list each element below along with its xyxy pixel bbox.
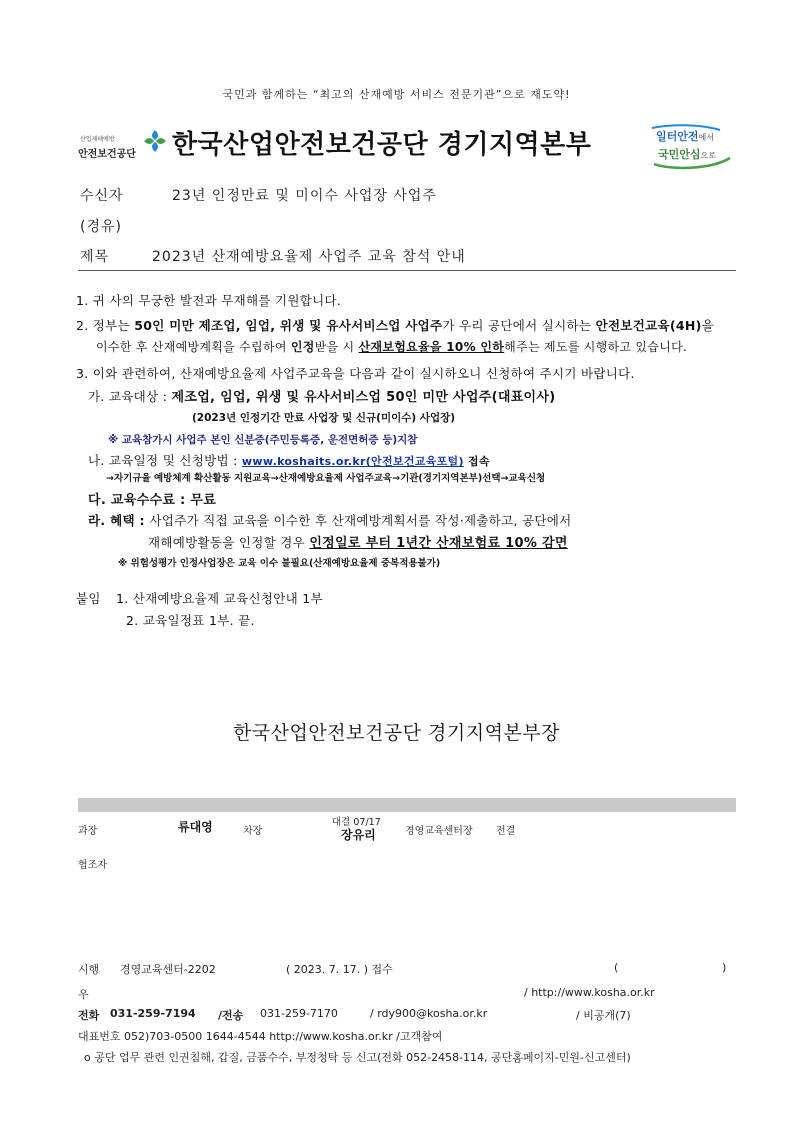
na-suffix: 접속: [463, 455, 490, 468]
cooperator-label: 협조자: [78, 860, 107, 871]
phone-label: 전화: [78, 1009, 100, 1022]
logo-name: 안전보건공단: [78, 149, 136, 160]
phone-value: 031-259-7194: [110, 1007, 196, 1020]
section-ga: [88, 386, 556, 405]
receipt-paren-close: ): [722, 961, 727, 974]
header-divider: [78, 270, 736, 271]
fax-value: 031-259-7170: [260, 1007, 338, 1020]
signature-title: 한국산업안전보건공단 경기지역본부장: [232, 722, 561, 744]
badge-text-2: 국민안심: [658, 148, 701, 161]
fax-label: /전송: [218, 1009, 244, 1022]
report-line: o 공단 업무 관련 인권침해, 갑질, 금품수수, 부정청탁 등 신고(전화 052-2458-114, 공단홈페이지-민원-신고센터): [84, 1051, 631, 1064]
ra-note: ※ 위험성평가 인정사업장은 교육 이수 불필요(산재예방요율제 중복적용불가): [118, 558, 441, 569]
ga-value: 제조업, 임업, 위생 및 유사서비스업 50인 미만 사업주(대표이사): [171, 390, 556, 405]
attachment-label: 붙임: [76, 591, 101, 606]
recipient-value: 23년 인정만료 및 미이수 사업장 사업주: [172, 188, 437, 204]
ga-sub: (2023년 인정기간 만료 사업장 및 신규(미이수) 사업장): [192, 412, 456, 424]
attachment-item-2: 2. 교육일정표 1부. 끝.: [126, 613, 255, 628]
section-na: [88, 451, 490, 469]
na-path: →자기규율 예방체계 확산활동 지원교육→산재예방요율제 사업주교육→기관(경기지역본부)선택→교육신청: [106, 473, 546, 484]
body-item-1: 1. 귀 사의 무궁한 발전과 무재해를 기원합니다.: [76, 293, 342, 308]
body-item-3: 3. 이와 관련하여, 산재예방요율제 사업주교육을 다음과 같이 실시하오니 신청하여 주시기 바랍니다.: [76, 366, 635, 381]
portal-link[interactable]: www.koshaits.or.kr(안전보건교육포털): [241, 455, 464, 468]
receipt-paren-open: (: [614, 961, 619, 974]
enforce-value: 경영교육센터-2202: [120, 963, 216, 976]
approval-name-2: 장유리: [341, 828, 376, 842]
item2-target: 50인 미만 제조업, 임업, 위생 및 유사서비스업 사업주: [134, 318, 443, 333]
item2-part-a: 2. 정부는: [76, 318, 135, 333]
subject-label: 제목: [80, 249, 110, 265]
approval-role-1: 과장: [78, 826, 98, 837]
approval-delegate-note: 대결 07/17: [332, 817, 381, 828]
approval-role-2: 차장: [243, 826, 263, 837]
ga-label: 가. 교육대상 :: [88, 389, 172, 404]
item2-line2-a: 이수한 후 산재예방계획을 수립하여: [96, 340, 291, 354]
enforce-label: 시행: [78, 963, 100, 976]
approval-name-1: 류대영: [178, 820, 213, 834]
email-address[interactable]: / rdy900@kosha.or.kr: [370, 1007, 488, 1020]
na-label: 나. 교육일정 및 신청방법 :: [88, 453, 242, 468]
body-item-2: [76, 316, 714, 334]
body-item-2-line-2: [96, 338, 687, 355]
org-title: 한국산업안전보건공단 경기지역본부: [172, 130, 592, 160]
ga-note: ※ 교육참가시 사업주 본인 신분증(주민등록증, 운전면허증 등)지참: [108, 434, 418, 446]
logo-subtext: 산업재해예방: [80, 136, 115, 143]
approval-role-4: 전결: [496, 826, 516, 837]
approval-role-3: 경영교육센터장: [405, 826, 473, 837]
recipient-label: 수신자: [80, 188, 124, 204]
slogan-badge: [650, 124, 734, 170]
subject-value: 2023년 산재예방요율제 사업주 교육 참석 안내: [152, 249, 466, 265]
ra-line-2: [148, 532, 568, 551]
item2-line2-approve: 인정: [290, 340, 315, 354]
item2-line2-e: 해주는 제도를 시행하고 있습니다.: [504, 340, 688, 354]
section-ra: [88, 511, 572, 529]
item2-line2-discount: 산재보험요율을 10% 인하: [358, 340, 505, 354]
item2-part-c: 가 우리 공단에서 실시하는: [442, 318, 596, 333]
main-number-line: 대표번호 052)703-0500 1644-4544 http://www.kosha.or.kr /고객참여: [78, 1030, 443, 1043]
postal-label: 우: [78, 988, 89, 1001]
via-label: (경유): [80, 219, 122, 235]
badge-suffix-1: 에서: [698, 133, 714, 142]
kosha-cross-icon: [142, 128, 168, 154]
badge-suffix-2: 으로: [700, 151, 716, 160]
ra-text: 사업주가 직접 교육을 이수한 후 산재예방계획서를 작성·제출하고, 공단에서: [149, 513, 572, 528]
badge-text-1: 일터안전: [656, 130, 699, 143]
ra-label: 라. 혜택 :: [88, 513, 150, 528]
item2-education: 안전보건교육(4H): [595, 318, 702, 333]
ra-line2-a: 재해예방활동을 인정할 경우: [148, 535, 310, 550]
ra-line2-benefit: 인정일로 부터 1년간 산재보험료 10% 감면: [309, 536, 568, 551]
slogan: 국민과 함께하는 “최고의 산재예방 서비스 전문기관”으로 재도약!: [222, 88, 571, 101]
attachment-item-1: 1. 산재예방요율제 교육신청안내 1부: [116, 591, 323, 606]
section-da: 다. 교육수수료 : 무료: [88, 493, 217, 508]
approval-bar: [78, 798, 736, 812]
homepage-url[interactable]: / http://www.kosha.or.kr: [524, 986, 655, 999]
item2-part-e: 을: [701, 318, 715, 333]
disclosure-status: / 비공개(7): [576, 1009, 631, 1022]
item2-line2-c: 받을 시: [314, 340, 359, 354]
enforce-date: ( 2023. 7. 17. ) 접수: [286, 963, 393, 976]
